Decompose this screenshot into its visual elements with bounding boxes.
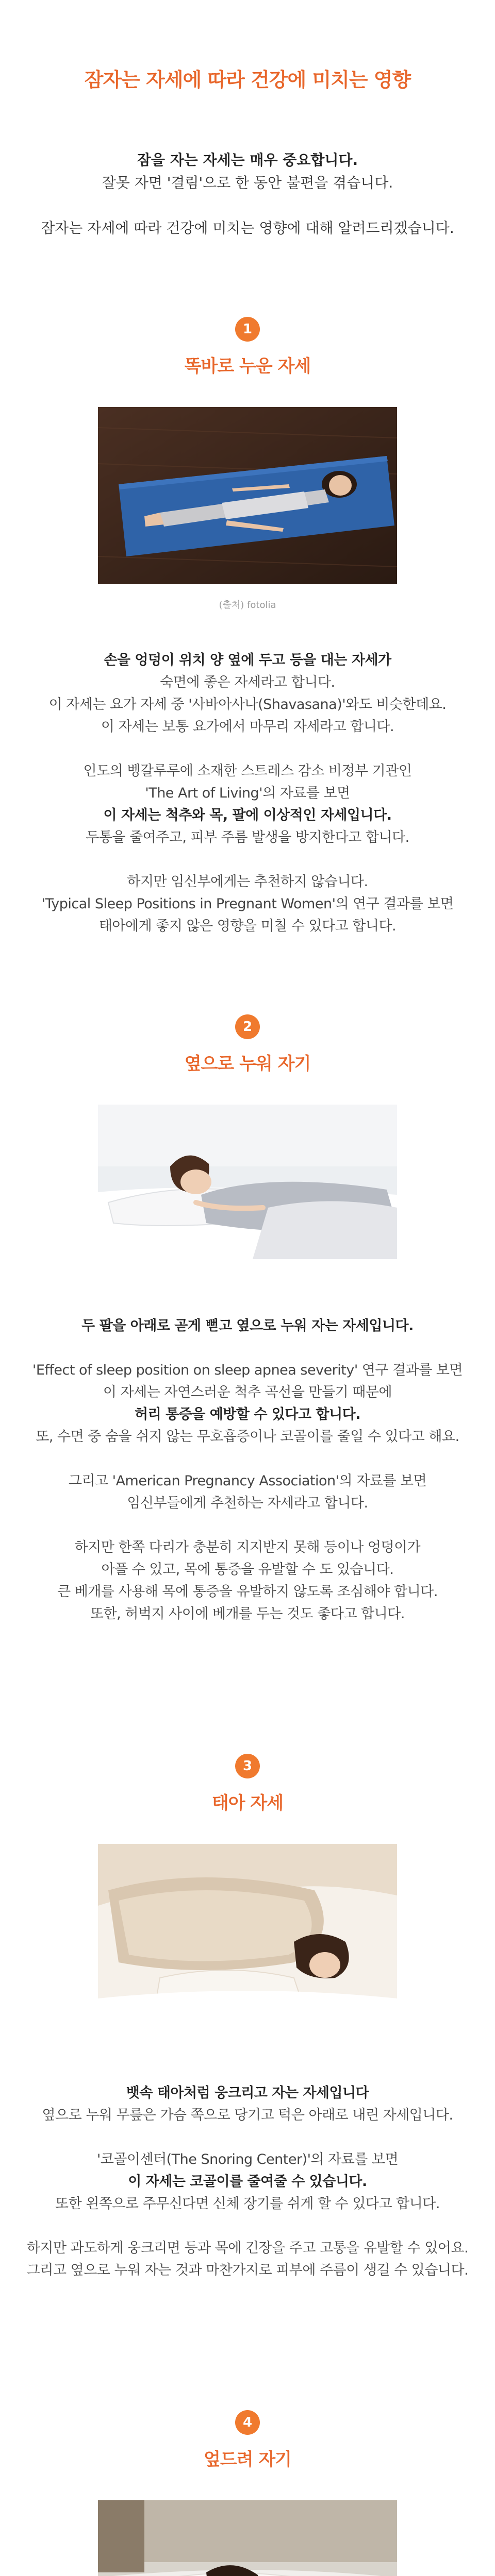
body-line: 하지만 임신부에게는 추천하지 않습니다. <box>127 874 368 890</box>
section-body <box>0 1315 495 1625</box>
body-line: 태아에게 좋지 않은 영향을 미칠 수 있다고 합니다. <box>98 918 397 934</box>
body-line: 뱃속 태아처럼 웅크리고 자는 자세입니다 <box>126 2085 369 2101</box>
section-fetal <box>0 1754 495 2281</box>
body-line: 이 자세는 자연스러운 척추 곡선을 만들기 때문에 <box>103 1384 392 1400</box>
body-line: 'The Art of Living'의 자료를 보면 <box>145 785 350 801</box>
body-line: 두 팔을 아래로 곧게 뻗고 옆으로 누워 자는 자세입니다. <box>81 1318 414 1334</box>
section-title: 태아 자세 <box>211 1793 284 1814</box>
body-line: 큰 베개를 사용해 목에 통증을 유발하지 않도록 조심해야 합니다. <box>57 1584 438 1600</box>
body-line: 임신부들에게 추천하는 자세라고 합니다. <box>127 1495 368 1511</box>
body-line: 이 자세는 코골이를 줄여줄 수 있습니다. <box>128 2174 367 2190</box>
body-line: 아플 수 있고, 목에 통증을 유발할 수 도 있습니다. <box>101 1562 394 1578</box>
section-number-badge: 1 <box>235 317 260 342</box>
section-side <box>0 1014 495 1625</box>
body-line: 두통을 줄여주고, 피부 주름 발생을 방지한다고 합니다. <box>86 829 409 845</box>
section-number-badge: 4 <box>235 2410 260 2435</box>
body-line: 옆으로 누워 무릎은 가슴 쪽으로 당기고 턱은 아래로 내린 자세입니다. <box>42 2107 453 2123</box>
photo-prone-sleeper <box>98 2500 397 2576</box>
photo-supine-woman <box>98 407 397 584</box>
body-line: 또한, 허벅지 사이에 베개를 두는 것도 좋다고 합니다. <box>90 1606 405 1622</box>
body-line: 숙면에 좋은 자세라고 합니다. <box>160 674 335 690</box>
section-body <box>0 2082 495 2281</box>
body-line: '코골이센터(The Snoring Center)'의 자료를 보면 <box>96 2151 399 2167</box>
body-line: 이 자세는 요가 자세 중 '사바아사나(Shavasana)'와도 비슷한데요. <box>48 697 447 713</box>
body-line: 그리고 옆으로 누워 자는 것과 마찬가지로 피부에 주름이 생길 수 있습니다. <box>26 2262 469 2278</box>
section-number-badge: 3 <box>235 1754 260 1778</box>
section-title: 똑바로 누운 자세 <box>184 356 311 377</box>
section-prone <box>0 2410 495 2576</box>
body-line: 'Effect of sleep position on sleep apnea severity' 연구 결과를 보면 <box>32 1362 463 1378</box>
section-title: 엎드려 자기 <box>203 2449 292 2470</box>
body-line: 손을 엉덩이 위치 양 옆에 두고 등을 대는 자세가 <box>104 652 391 668</box>
intro-text: 잠자는 자세에 따라 건강에 미치는 영향에 대해 알려드리겠습니다. <box>41 219 454 236</box>
page-title: 잠자는 자세에 따라 건강에 미치는 영향 <box>84 69 411 91</box>
section-supine <box>0 317 495 937</box>
body-line: 이 자세는 보통 요가에서 마무리 자세라고 합니다. <box>101 719 394 735</box>
body-line: 하지만 한쪽 다리가 충분히 지지받지 못해 등이나 엉덩이가 <box>74 1539 421 1555</box>
body-line: 인도의 벵갈루루에 소재한 스트레스 감소 비정부 기관인 <box>83 763 412 779</box>
photo-caption: (출처) fotolia <box>219 600 276 611</box>
body-line: 또한 왼쪽으로 주무신다면 신체 장기를 쉬게 할 수 있다고 합니다. <box>55 2196 440 2212</box>
photo-fetal-sleeper <box>98 1844 397 2046</box>
body-line: 하지만 과도하게 웅크리면 등과 목에 긴장을 주고 고통을 유발할 수 있어요. <box>26 2240 469 2256</box>
intro-headline: 잠을 자는 자세는 매우 중요합니다. <box>137 151 358 168</box>
photo-side-sleeper <box>98 1105 397 1259</box>
section-title: 옆으로 누워 자기 <box>184 1054 311 1074</box>
body-line: 이 자세는 척추와 목, 팔에 이상적인 자세입니다. <box>103 807 392 823</box>
intro-text: 잘못 자면 '결림'으로 한 동안 불편을 겪습니다. <box>102 174 393 191</box>
section-number-badge: 2 <box>235 1014 260 1039</box>
body-line: 'Typical Sleep Positions in Pregnant Women'의 연구 결과를 보면 <box>41 896 454 912</box>
body-line: 그리고 'American Pregnancy Association'의 자료를 보면 <box>68 1473 427 1489</box>
intro-block <box>0 149 495 240</box>
body-line: 또, 수면 중 숨을 쉬지 않는 무호흡증이나 코골이를 줄일 수 있다고 해요. <box>36 1429 459 1445</box>
body-line: 허리 통증을 예방할 수 있다고 합니다. <box>135 1406 360 1422</box>
section-body <box>0 649 495 937</box>
